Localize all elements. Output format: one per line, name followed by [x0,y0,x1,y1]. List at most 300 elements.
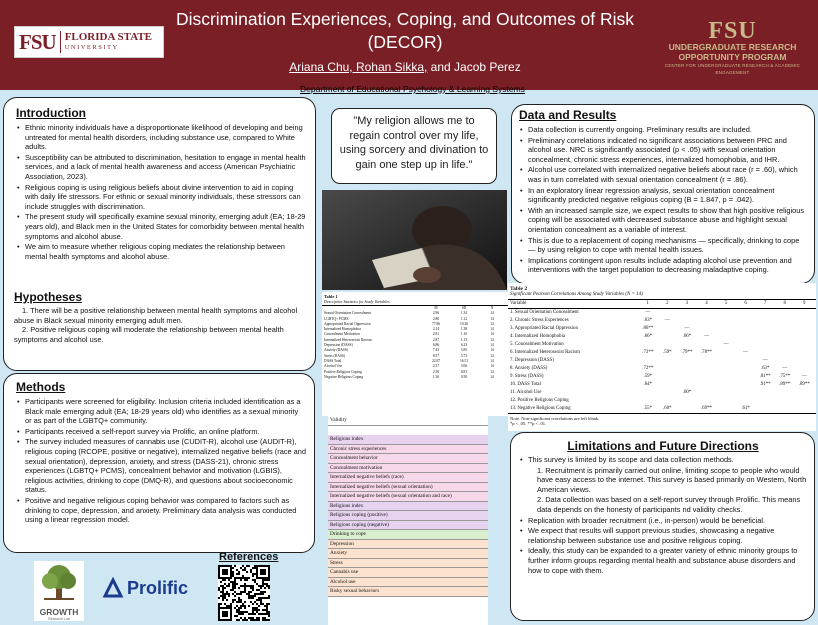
table1-cell: 1.15 [460,337,468,342]
table2-cell: .61* [741,406,750,411]
table2-cell: .91** [759,382,771,387]
table2-row [508,357,816,365]
table2-header-cell: 2 [666,301,669,306]
table2-cell [658,309,678,317]
table2-cell [716,381,736,389]
table1-cell: 77.86 [431,321,441,326]
measure-list-item: Alcohol use [328,578,488,588]
methods-bullet: • The survey included measures of cannabis use (CUDIT-R), alcohol use (AUDIT-R), religious coping (RCOPE, positive or negative), internalized negative beliefs (race and sexual orientation), depression, anxiety, and stress (DASS-21), chronic stress experiences (LGBTQ+ PCMS), concealment behavior and motivation (LGBIS), religious activities, drinking to cope (DMQ-R), and questions about socioeconomic status. [16,437,306,495]
table2-cell [795,405,815,413]
table1-cell: Stress (DASS) [324,353,346,358]
table2-cell [736,317,756,325]
table1-cell: Appropriated Racial Oppression [324,321,371,326]
table2-header-cell: 3 [685,301,689,306]
methods-list [16,397,306,525]
tree-icon [34,561,84,603]
correlations-table [508,283,816,431]
table2-cell: .60* [682,390,692,395]
table2-cell: 6. Internalized Heterosexist Racism [510,350,580,355]
table2-cell [736,325,756,333]
table1-cell: 14 [490,311,494,316]
table1-cell: LGBTQ+ PCMS [324,316,349,321]
urop-logo-line1: UNDERGRADUATE RESEARCH [668,42,797,52]
limitations-item: 2. Data collection was based on a self-report survey through Prolific. This means data depends on the honesty of participants nd validity checks. [537,495,801,514]
table2-cell: .89** [798,382,810,387]
table2-note: Note. Non-significant correlations are left blank. *p < .05. **p < .01. [510,416,600,426]
table2-cell: — [664,318,670,323]
table2-cell [697,373,717,381]
table2-cell: .63* [760,366,770,371]
fsu-logo [14,26,164,58]
table2-cell [677,381,697,389]
table2-cell [736,397,756,405]
table2-cell [697,317,717,325]
measures-validity-list [328,416,488,625]
table1-header-row: M SD N [434,306,494,310]
fsu-logo-mark: FSU [19,29,56,54]
table2-cell [658,389,678,397]
table2-cell [755,341,775,349]
table2-cell [736,309,756,317]
table1-row [322,375,508,380]
table1-cell: 22.87 [431,358,441,363]
department-name: Department of Educational Psychology & Learning Systems [300,84,525,94]
table1-cell: 2.81 [432,332,440,337]
table2-row [508,325,816,333]
table1-cell: 14 [490,316,494,321]
table2-cell [736,389,756,397]
growth-lab-logo [34,561,84,621]
table2-cell [795,333,815,341]
limitations-list [519,455,807,575]
table2-cell: .63* [643,318,653,323]
methods-bullet: • Positive and negative religious coping behavior was compared to factors such as drinking to cope, depression, and anxiety. Preliminary data analysis was conducted using a linear regression model. [16,496,306,525]
table2-cell: 10. DASS Total [510,382,541,387]
table2-cell [755,389,775,397]
table2-cell [697,397,717,405]
measure-list-item: Anxiety [328,549,488,559]
table2-cell [716,325,736,333]
measure-list-item: Internalized negative beliefs (race) [328,473,488,483]
limitations-section [510,432,815,621]
growth-lab-subtitle: Research Lab [48,617,70,621]
table2-cell: .60* [663,406,672,411]
table2-cell [658,365,678,373]
table1-cell: 1.12 [460,316,468,321]
table2-header-cell: 5 [724,301,728,306]
linked-authors[interactable]: Ariana Chu, Rohan Sikka, [289,60,428,74]
methods-bullet: • Participants were screened for eligibility. Inclusion criteria included identification as a Black male emerging adult (EA; 18-29 years old) who identifies as a sexual minority or as part of the LGBTQ+ community. [16,397,306,426]
table2-header-cell: Variable [510,301,527,306]
table2-row [508,349,816,357]
data-results-bullet: • Data collection is currently ongoing. Preliminary results are included. [519,125,806,135]
table2-cell: .55* [643,406,653,411]
limitations-item: • This survey is limited by its scope and data collection methods. [519,455,807,465]
table2-cell: 1. Sexual Orientation Concealment [510,310,579,315]
poster-title: Discrimination Experiences, Coping, and Outcomes of Risk (DECOR) [175,9,635,52]
table2-cell [716,317,736,325]
table2-row [508,317,816,325]
urop-logo-line3: CENTER FOR UNDERGRADUATE RESEARCH & ACADEMIC ENGAGEMENT [664,63,801,75]
table2-cell [716,309,736,317]
table2-cell: .78** [700,350,712,355]
table2-cell: .86** [642,326,654,331]
table2-cell: — [801,374,807,379]
hypotheses-heading: Hypotheses [14,290,83,304]
measure-list-item: Religious index [328,502,488,512]
limitations-heading: Limitations and Future Directions [567,439,759,453]
table2-cell [677,373,697,381]
growth-lab-name: GROWTH [39,607,79,617]
table2-cell [677,357,697,365]
table2-cell: — [743,350,749,355]
table2-cell [736,341,756,349]
table1-body [322,311,508,380]
data-results-bullet: • Alcohol use correlated with internalized negative beliefs about race (r = .60), which was in turn correlated with sexual orientation concealment (r = .86). [519,165,806,184]
table1-cell: 14 [490,343,494,348]
table2-row [508,373,816,381]
measure-list-item: Concealment behavior [328,454,488,464]
table2-cell [716,357,736,365]
table2-cell [697,309,717,317]
table1-cell: 14 [490,374,494,379]
table2-cell [755,349,775,357]
table1-cell: 3.06 [460,364,468,369]
limitations-item: • Replication with broader recruitment (i.e., in-person) would be beneficial. [519,516,807,526]
table2-cell: 2. Chronic Stress Experiences [510,318,569,323]
table2-header-cell: 4 [705,301,708,306]
table1-cell: 0.50 [460,374,468,379]
measure-list-item: Chronic stress experiences [328,445,488,455]
table2-cell [677,317,697,325]
table2-cell: 5. Concealment Motivation [510,342,564,347]
table2-cell: 7. Depression (DASS) [510,358,554,363]
table1-title: Descriptive Statistics for Study Variables [322,299,508,306]
introduction-list [16,123,307,261]
table1-cell: 6.86 [432,343,440,348]
table1-cell: 2.80 [432,316,440,321]
table1-cell: 14 [490,321,494,326]
table1-cell: 8.57 [432,353,440,358]
data-results-bullet: • This is due to a replacement of coping mechanisms — specifically, drinking to cope — by using religion to cope with mental health issues. [519,236,806,255]
hypothesis-2: 2. Positive religious coping will moderate the relationship between mental health symptoms and alcohol use. [14,325,284,344]
table2-cell: .81** [759,374,771,379]
table2-cell [638,389,658,397]
table1-cell: Positive Religious Coping [324,369,362,374]
table2-cell: — [684,326,690,331]
prolific-logo [102,571,192,605]
table2-cell [755,405,775,413]
table1-label: Table 1 [324,294,338,299]
table2-cell [736,381,756,389]
table2-cell: .59* [643,374,653,379]
table1-cell: 5.85 [460,348,468,353]
table2-row [508,389,816,397]
fsu-logo-line2: UNIVERSITY [64,44,119,52]
table2-cell: — [645,310,651,315]
table2-cell [795,365,815,373]
fsu-logo-divider [60,31,61,53]
table2-cell [658,397,678,405]
qr-code-icon[interactable] [218,565,270,621]
table2-cell [736,333,756,341]
table2-cell [658,325,678,333]
table2-cell [716,333,736,341]
prolific-name: Prolific [127,577,189,598]
introduction-heading: Introduction [16,106,86,120]
table1-cell: 19.26 [459,321,469,326]
measure-list-item: Cannabis use [328,568,488,578]
table2-cell: 9. Stress (DASS) [510,374,544,379]
table2-cell: .69** [700,406,712,411]
hypotheses-section [14,290,314,344]
table2-cell: .66* [682,334,692,339]
table2-cell [697,357,717,365]
table2-cell: .66* [643,334,653,339]
methods-section [3,373,315,553]
measure-list-item: Concealment motivation [328,464,488,474]
table2-cell [677,405,697,413]
table2-cell: .73** [642,350,654,355]
table1-cell: Anxiety (DASS) [324,348,349,353]
descriptive-statistics-table [322,292,508,416]
table2-cell: — [704,334,709,339]
data-results-bullet: • With an increased sample size, we expect results to show that high positive religious coping will be associated with decreased substance abuse and highlight sexual orientation concealment as a variable of interest. [519,206,806,235]
table2-cell [716,349,736,357]
table2-row [508,405,816,414]
table1-cell: Sexual Orientation Concealment [324,311,371,316]
table2-cell [658,373,678,381]
table1-cell: 14 [490,358,494,363]
table2-row [508,365,816,373]
data-results-heading: Data and Results [519,108,617,122]
table1-cell: 2.14 [432,327,440,332]
table1-cell: Internalized Homophobia [324,327,361,332]
fsu-logo-line1: FLORIDA STATE [64,31,152,44]
table1-cell: 1.34 [460,311,468,316]
measure-list-item: Religious index [328,435,488,445]
participant-quote: "My religion allows me to regain control over my life, using sorcery and divination to gain one step up in life." [331,108,497,184]
limitations-item: • Ideally, this study can be expanded to a greater variety of ethnic minority groups to further inform groups regarding mental health and substance abuse disorders and how to cope with them. [519,546,807,575]
table2-cell: 11. Alcohol Use [510,390,542,395]
table2-cell: .89** [779,382,791,387]
table2-cell [755,317,775,325]
table1-cell: 14 [490,327,494,332]
table2-cell: 12. Positive Religious Coping [510,398,569,403]
table2-cell [755,309,775,317]
methods-bullet: • Participants received a self-report survey via Prolific, an online platform. [16,427,306,437]
data-results-section [511,104,815,284]
table1-cell: 1.16 [460,332,468,337]
measure-list-item: Depression [328,540,488,550]
table2-cell [736,357,756,365]
table1-cell: 14 [490,353,494,358]
table1-cell: DASS Total [324,358,342,363]
table1-cell: 14 [490,337,494,342]
table2-cell [658,357,678,365]
table1-cell: 14 [490,369,494,374]
table2-cell: — [723,342,729,347]
table1-cell: 7.43 [432,348,440,353]
table2-cell [775,349,795,357]
table2-title: Significant Pearson Correlations Among Study Variables (N = 14) [510,292,643,297]
table2-cell [716,397,736,405]
table2-header-cell: 1 [646,301,649,306]
table2-cell [716,373,736,381]
table2-cell [736,373,756,381]
table2-cell: .79** [681,350,693,355]
table2-cell [775,325,795,333]
data-results-list [519,125,806,275]
table2-cell [638,341,658,349]
methods-heading: Methods [16,380,66,394]
table2-cell [775,341,795,349]
table2-cell [716,405,736,413]
table1-cell: 16.51 [459,358,469,363]
table1-cell: 1.36 [432,374,440,379]
table2-cell [697,365,717,373]
table2-cell [677,309,697,317]
table2-cell [775,309,795,317]
measure-list-item [328,426,488,436]
table2-label: Table 2 [510,286,528,292]
table2-cell [775,357,795,365]
table2-cell [677,397,697,405]
urop-logo [650,20,815,76]
table2-cell [697,381,717,389]
table2-cell [775,333,795,341]
table2-row [508,341,816,349]
table2-row [508,397,816,405]
table1-cell: 2.50 [432,369,440,374]
table1-cell: Concealment Motivation [324,332,360,337]
introduction-bullet: • Ethnic minority individuals have a disproportionate likelihood of developing and being untreated for mental health disorders, including substance use, compared to White adults. [16,123,307,152]
introduction-bullet: • Susceptibility can be attributed to discrimination, hesitation to engage in mental health services, and a lack of mental health awareness and access (American Psychiatric Association, 2023). [16,153,307,182]
table2-cell [697,341,717,349]
limitations-item: 1. Recruitment is primarily carried out online, limiting scope to people who would have easy access to the internet. This survey is based primarily on Western, North American views. [537,465,807,494]
table1-cell: 14 [490,364,494,369]
table2-cell: 13. Negative Religious Coping [510,406,571,411]
table2-header-cell: 7 [763,301,767,306]
table2-cell: .72** [642,366,654,371]
measure-list-item: Religious coping (negative) [328,521,488,531]
table2-cell [775,389,795,397]
hypothesis-1: 1. There will be a positive relationship between mental health symptoms and alcohol abuse in Black sexual minority emerging adult men. [14,306,298,325]
table2-cell: 8. Anxiety (DASS) [510,366,548,371]
table2-cell [638,357,658,365]
measure-list-item: Internalized negative beliefs (sexual orientation) [328,483,488,493]
poster-header [0,0,818,90]
table1-cell: 14 [490,348,494,353]
table2-cell [795,349,815,357]
table2-cell [775,405,795,413]
table2-cell [736,365,756,373]
table2-cell [755,397,775,405]
table2-cell [658,333,678,341]
table2-cell [795,397,815,405]
table2-header-cell: 6 [744,301,747,306]
measure-list-item: Internalized negative beliefs (sexual orientation and race) [328,492,488,502]
table2-row [508,333,816,341]
table2-cell [677,341,697,349]
table2-header-row [508,299,816,309]
table1-cell: Depression (DASS) [324,343,353,348]
table2-cell [638,397,658,405]
measure-list-item: Validity [328,416,488,426]
table2-cell: .64* [643,382,653,387]
reading-man-photo [322,190,507,290]
table1-cell: 2.96 [432,311,440,316]
measure-list-item: Stress [328,559,488,569]
table1-cell: Alcohol Use [324,364,343,369]
table2-cell [795,317,815,325]
table2-cell [755,333,775,341]
table2-cell [716,389,736,397]
table1-cell: 0.81 [460,369,468,374]
urop-logo-mark: FSU [708,18,757,44]
table2-cell [697,389,717,397]
table2-cell: — [782,366,788,371]
table2-cell: 3. Appropriated Racial Oppression [510,326,578,331]
table2-cell: 4. Internalized Homophobia [510,334,566,339]
table1-cell: 14 [490,332,494,337]
table2-cell [795,309,815,317]
data-results-bullet: • Preliminary correlations indicated no significant associations between PRC and alcohol use. NRC is significantly associated (p < .05) with sexual orientation concealment, chronic stress experiences, internalized homophobia, and IHR. [519,136,806,165]
table2-row [508,309,816,317]
table2-cell [677,365,697,373]
table2-cell [658,341,678,349]
table2-row [508,381,816,389]
table2-cell [795,341,815,349]
table2-cell: .59* [663,350,672,355]
urop-logo-line2: OPPORTUNITY PROGRAM [678,52,787,62]
poster-authors [170,60,640,74]
table1-cell: 1.38 [460,327,468,332]
table2-cell: — [762,358,768,363]
table2-cell [795,389,815,397]
introduction-bullet: • The present study will specifically examine sexual minority, emerging adult (EA; 18-29 years old), and Black men in the United States for comorbidity between mental health symptoms and alcohol abuse. [16,212,307,241]
table2-header-cell: 8 [783,301,786,306]
introduction-bullet: • We aim to measure whether religious coping mediates the relationship between mental health symptoms and alcohol abuse. [16,242,307,261]
table2-cell [775,397,795,405]
data-results-bullet: • In an exploratory linear regression analysis, sexual orientation concealment significantly predicted negative religious coping (B = 1.847, p = .042). [519,186,806,205]
measure-list-item: Drinking to cope [328,530,488,540]
table1-cell: 5.73 [460,353,468,358]
table2-cell [697,325,717,333]
table2-header-cell: 9 [803,301,806,306]
other-authors: and Jacob Perez [427,60,521,74]
table2-body [508,299,816,414]
table1-cell: Negative Religious Coping [324,374,364,379]
measure-list-item: Religious coping (positive) [328,511,488,521]
references-heading: References [219,551,279,563]
table2-cell [716,365,736,373]
measure-list-item: Risky sexual behaviors [328,587,488,597]
limitations-item: • We expect that results will support previous studies, showcasing a negative relationship between substance use and positive religious coping. [519,526,807,545]
table2-cell [658,381,678,389]
table1-cell: 2.57 [432,364,440,369]
data-results-bullet: • Implications contingent upon results include adapting alcohol use prevention and interventions with the target population to decreasing maladaptive coping. [519,256,806,275]
table2-cell [795,325,815,333]
table2-cell [775,317,795,325]
table1-cell: 6.23 [460,343,468,348]
table2-cell: .75** [779,374,791,379]
prolific-mark-icon [102,577,124,599]
table2-cell [795,357,815,365]
table1-cell: 2.87 [432,337,440,342]
table1-cell: Internalized Heterosexist Racism [324,337,372,342]
table2-cell [755,325,775,333]
